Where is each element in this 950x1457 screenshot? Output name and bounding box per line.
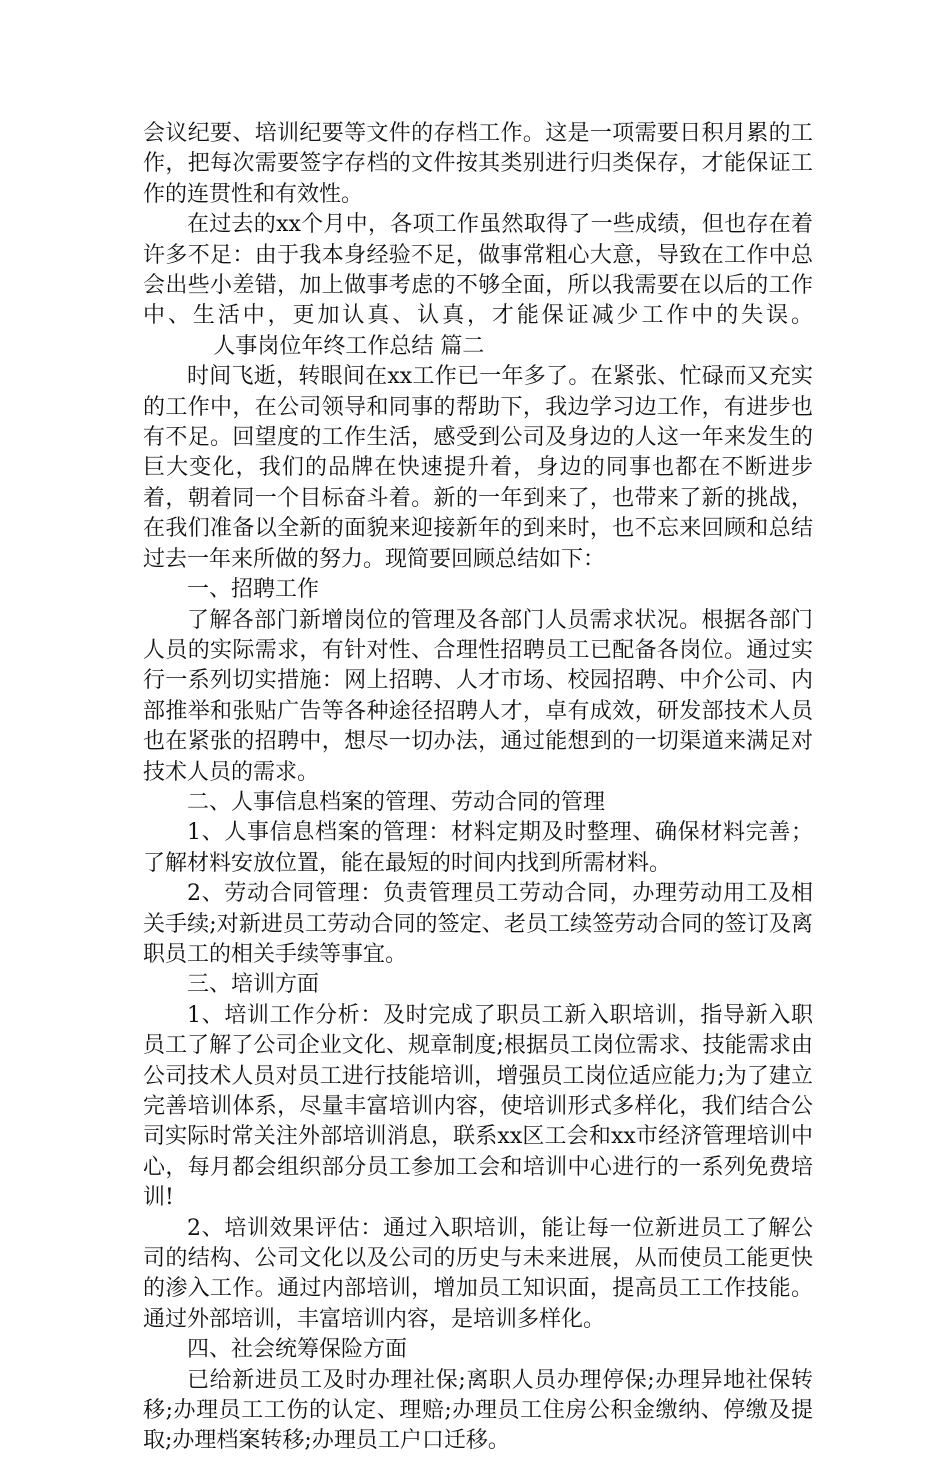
- document-body: [143, 119, 813, 1457]
- paragraph-social-insurance: 已给新进员工及时办理社保;离职人员办理停保;办理异地社保转移;办理员工工伤的认定、理赔;办理员工住房公积金缴纳、停缴及提取;办理档案转移;办理员工户口迁移。: [143, 1367, 813, 1454]
- paragraph-intro: 时间飞逝，转眼间在xx工作已一年多了。在紧张、忙碌而又充实的工作中，在公司领导和同事的帮助下，我边学习边工作，有进步也有不足。回望度的工作生活，感受到公司及身边的人这一年来发生的巨大变化，我们的品牌在快速提升着，身边的同事也都在不断进步着，朝着同一个目标奋斗着。新的一年到来了，也带来了新的挑战，在我们准备以全新的面貌来迎接新年的到来时，也不忘来回顾和总结过去一年来所做的努力。现简要回顾总结如下：: [143, 364, 813, 572]
- paragraph-shortcomings: [143, 210, 813, 362]
- heading-archives-contracts: 二、人事信息档案的管理、劳动合同的管理: [187, 789, 606, 815]
- paragraph-recruitment: 了解各部门新增岗位的管理及各部门人员需求状况。根据各部门人员的实际需求，有针对性、合理性招聘员工已配备各岗位。通过实行一系列切实措施：网上招聘、人才市场、校园招聘、中介公司、内部推举和张贴广告等各种途径招聘人才，卓有成效，研发部技术人员也在紧张的招聘中，想尽一切办法，通过能想到的一切渠道来满足对技术人员的需求。: [143, 607, 813, 785]
- heading-recruitment: 一、招聘工作: [187, 577, 320, 603]
- paragraph-training-analysis: 1、培训工作分析：及时完成了职员工新入职培训，指导新入职员工了解了公司企业文化、规章制度;根据员工岗位需求、技能需求由公司技术人员对员工进行技能培训，增强员工岗位适应能力;为了建立完善培训体系，尽量丰富培训内容，使培训形式多样化，我们结合公司实际时常关注外部培训消息，联系xx区工会和xx市经济管理培训中心，每月都会组织部分员工参加工会和培训中心进行的一系列免费培训!: [143, 1002, 813, 1211]
- paragraph-text: 在过去的xx个月中，各项工作虽然取得了一些成绩，但也存在着许多不足：由于我本身经验不足，做事常粗心大意，导致在工作中总会出些小差错，加上做事考虑的不够全面，所以我需要在以后的工作中、生活中，更加认真、认真，才能保证减少工作中的失误。: [143, 212, 813, 329]
- paragraph-archives: 1、人事信息档案的管理：材料定期及时整理、确保材料完善；了解材料安放位置，能在最短的时间内找到所需材料。: [143, 820, 813, 876]
- section-heading-part-two: 人事岗位年终工作总结 篇二: [213, 333, 485, 359]
- heading-social-insurance: 四、社会统筹保险方面: [187, 1337, 408, 1363]
- heading-training: 三、培训方面: [187, 972, 320, 998]
- paragraph-training-evaluation: 2、培训效果评估：通过入职培训，能让每一位新进员工了解公司的结构、公司文化以及公司的历史与未来进展，从而使员工能更快的渗入工作。通过内部培训，增加员工知识面，提高员工工作技能。通过外部培训，丰富培训内容，是培训多样化。: [143, 1215, 813, 1332]
- paragraph-archiving: 会议纪要、培训纪要等文件的存档工作。这是一项需要日积月累的工作，把每次需要签字存档的文件按其类别进行归类保存，才能保证工作的连贯性和有效性。: [143, 121, 813, 207]
- paragraph-contracts: 2、劳动合同管理：负责管理员工劳动合同，办理劳动用工及相关手续;对新进员工劳动合同的签定、老员工续签劳动合同的签订及离职员工的相关手续等事宜。: [143, 881, 813, 967]
